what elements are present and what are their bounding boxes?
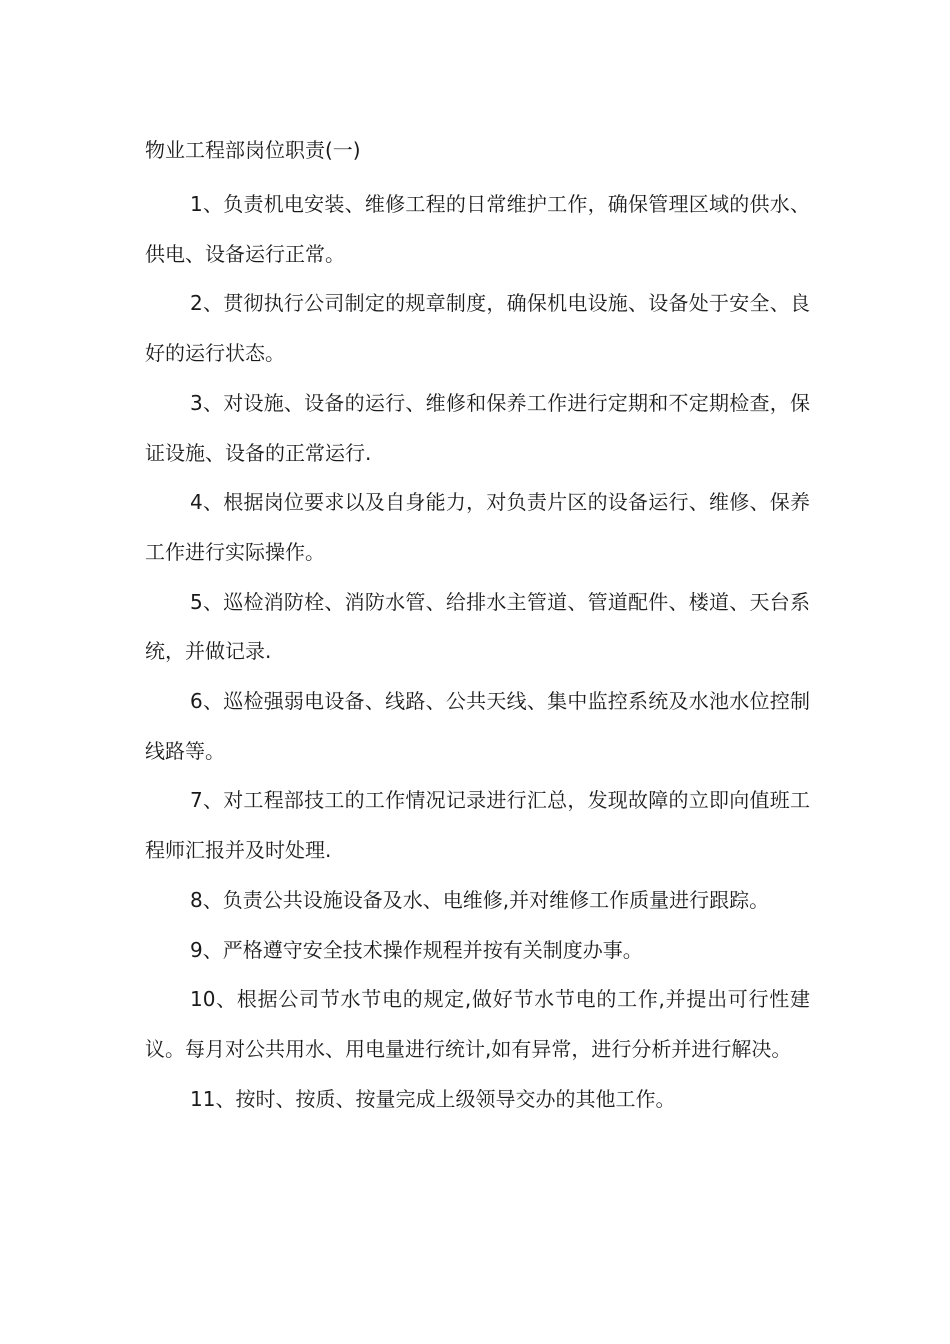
paragraph-11: 11、按时、按质、按量完成上级领导交办的其他工作。 xyxy=(190,1086,676,1111)
document-title: 物业工程部岗位职责(一) xyxy=(145,138,361,162)
document-body xyxy=(145,180,810,1124)
paragraph-8: 8、负责公共设施设备及水、电维修,并对维修工作质量进行跟踪。 xyxy=(190,887,770,912)
paragraph-10: 10、根据公司节水节电的规定,做好节水节电的工作,并提出可行性建议。每月对公共用水、用电量进行统计,如有异常，进行分析并进行解决。 xyxy=(145,987,810,1061)
paragraph-5: 5、巡检消防栓、消防水管、给排水主管道、管道配件、楼道、天台系统，并做记录. xyxy=(145,589,810,664)
paragraph-7: 7、对工程部技工的工作情况记录进行汇总，发现故障的立即向值班工程师汇报并及时处理. xyxy=(145,788,810,863)
paragraph-3: 3、对设施、设备的运行、维修和保养工作进行定期和不定期检查，保证设施、设备的正常运行. xyxy=(145,390,810,465)
paragraph-9: 9、严格遵守安全技术操作规程并按有关制度办事。 xyxy=(190,937,643,962)
paragraph-6: 6、巡检强弱电设备、线路、公共天线、集中监控系统及水池水位控制线路等。 xyxy=(145,689,810,763)
paragraph-4: 4、根据岗位要求以及自身能力，对负责片区的设备运行、维修、保养工作进行实际操作。 xyxy=(145,490,810,564)
paragraph-2: 2、贯彻执行公司制定的规章制度，确保机电设施、设备处于安全、良好的运行状态。 xyxy=(145,291,810,366)
paragraph-1: 1、负责机电安装、维修工程的日常维护工作，确保管理区域的供水、供电、设备运行正常。 xyxy=(145,192,810,266)
